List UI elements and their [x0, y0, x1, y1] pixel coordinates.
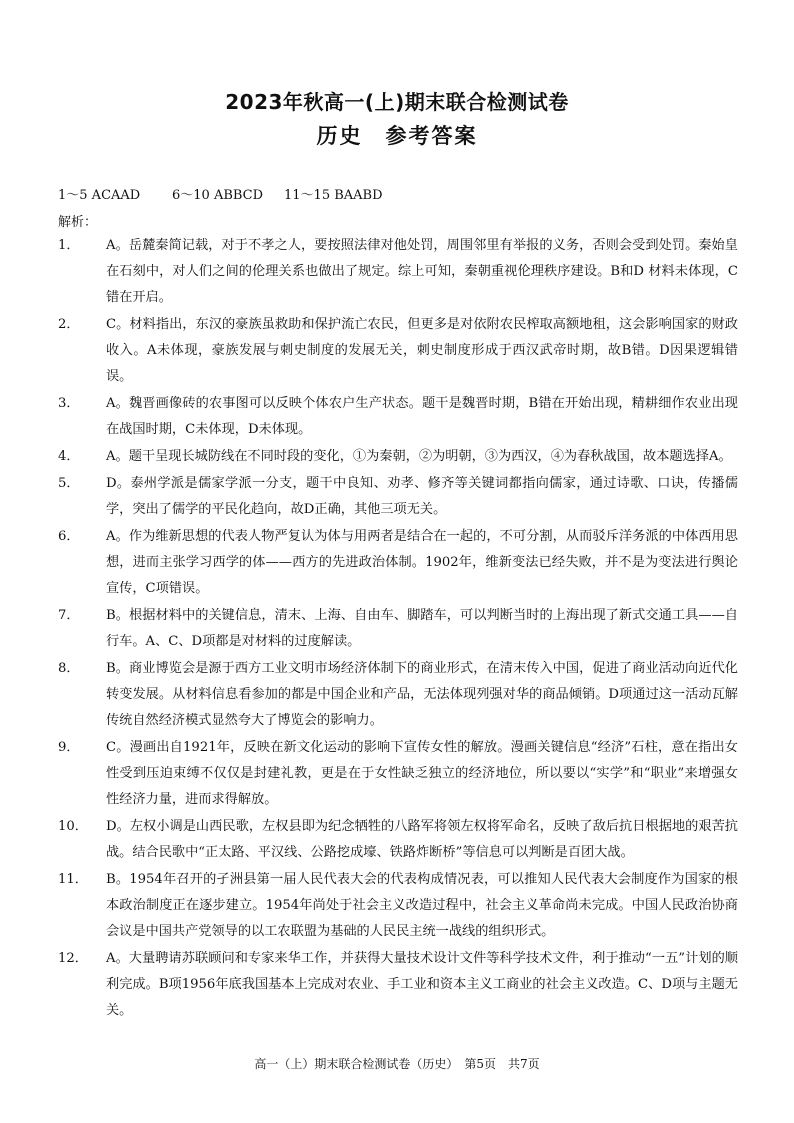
item-text: D。左权小调是山西民歌，左权县即为纪念牺牲的八路军将领左权将军命名，反映了敌后抗日根据地的艰苦抗战。结合民歌中“正太路、平汉线、公路挖成壕、铁路炸断桥”等信息可以判断是百团大战。 — [106, 819, 738, 860]
item-text: B。根据材料中的关键信息，清末、上海、自由车、脚踏车，可以判断当时的上海出现了新式交通工具——自行车。A、C、D项都是对材料的过度解读。 — [106, 608, 738, 649]
item-text: A。魏晋画像砖的农事图可以反映个体农户生产状态。题干是魏晋时期，B错在开始出现，精耕细作农业出现在战国时期，C未体现，D未体现。 — [106, 396, 738, 437]
answer-group-1: 1～5 ACAAD — [58, 188, 141, 203]
item-number: 6． — [58, 529, 80, 544]
list-item — [58, 603, 738, 655]
list-item — [58, 867, 738, 945]
list-item — [58, 656, 738, 734]
item-text: A。作为维新思想的代表人物严复认为体与用两者是结合在一起的，不可分割，从而驳斥洋务派的中体西用思想，进而主张学习西学的体——西方的先进政治体制。1902年，维新变法已经失败，并不是为变法进行舆论宣传，C项错误。 — [106, 529, 738, 596]
item-number: 2． — [58, 317, 80, 332]
analysis-label: 解析： — [58, 215, 98, 230]
item-text: B。商业博览会是源于西方工业文明市场经济体制下的商业形式，在清末传入中国，促进了商业活动向近代化转变发展。从材料信息看参加的都是中国企业和产品，无法体现列强对华的商品倾销。D项通过这一活动瓦解传统自然经济模式显然夸大了博览会的影响力。 — [106, 661, 738, 728]
item-number: 12． — [58, 951, 88, 966]
item-number: 4． — [58, 449, 80, 464]
item-number: 9． — [58, 740, 80, 755]
item-text: C。材料指出，东汉的豪族虽救助和保护流亡农民，但更多是对依附农民榨取高额地租，这会影响国家的财政收入。A未体现，豪族发展与刺史制度的发展无关，刺史制度形成于西汉武帝时期，故B错。D因果逻辑错误。 — [106, 317, 738, 384]
item-number: 7． — [58, 608, 80, 623]
list-item — [58, 391, 738, 443]
analysis-list — [58, 233, 738, 1025]
item-number: 5． — [58, 476, 80, 491]
item-text: D。泰州学派是儒家学派一分支，题干中良知、劝孝、修齐等关键词都指向儒家，通过诗歌、口诀，传播儒学，突出了儒学的平民化趋向，故D正确，其他三项无关。 — [106, 476, 738, 517]
item-text: B。1954年召开的孑洲县第一届人民代表大会的代表构成情况表，可以推知人民代表大会制度作为国家的根本政治制度正在逐步建立。1954年尚处于社会主义改造过程中，社会主义革命尚未完成。中国人民政治协商会议是中国共产党领导的以工农联盟为基础的人民民主统一战线的组织形式。 — [106, 872, 738, 939]
item-number: 11． — [58, 872, 88, 887]
list-item — [58, 471, 738, 523]
item-number: 10． — [58, 819, 88, 834]
item-text: A。题干呈现长城防线在不同时段的变化，①为秦朝，②为明朝，③为西汉，④为春秋战国，故本题选择A。 — [106, 449, 732, 464]
item-text: A。岳麓秦简记载，对于不孝之人，要按照法律对他处罚，周围邻里有举报的义务，否则会受到处罚。秦始皇在石刻中，对人们之间的伦理关系也做出了规定。综上可知，秦朝重视伦理秩序建设。B和D 材料未体现，C错在开启。 — [106, 238, 738, 305]
answer-group-2: 6～10 ABBCD — [172, 188, 264, 203]
list-item — [58, 735, 738, 813]
list-item — [58, 312, 738, 390]
item-text: C。漫画出自1921年，反映在新文化运动的影响下宣传女性的解放。漫画关键信息“经济”石柱，意在指出女性受到压迫束缚不仅仅是封建礼教，更是在于女性缺乏独立的经济地位，所以要以“实学”和“职业”来增强女性经济力量，进而求得解放。 — [106, 740, 738, 807]
list-item — [58, 524, 738, 602]
list-item — [58, 444, 738, 470]
item-number: 8． — [58, 661, 80, 676]
answer-group-3: 11～15 BAABD — [284, 188, 383, 203]
item-text: A。大量聘请苏联顾问和专家来华工作，并获得大量技术设计文件等科学技术文件，利于推动“一五”计划的顺利完成。B项1956年底我国基本上完成对农业、手工业和资本主义工商业的社会主义改造。C、D项与主题无关。 — [106, 951, 738, 1018]
page-subtitle: 历史 参考答案 — [316, 124, 478, 148]
page-title: 2023年秋高一(上)期末联合检测试卷 — [225, 90, 569, 114]
list-item — [58, 233, 738, 311]
item-number: 3． — [58, 396, 80, 411]
item-number: 1． — [58, 238, 80, 253]
list-item — [58, 946, 738, 1024]
page-footer: 高一（上）期末联合检测试卷（历史） 第5页 共7页 — [254, 1057, 540, 1071]
answer-key — [58, 184, 383, 203]
list-item — [58, 814, 738, 866]
